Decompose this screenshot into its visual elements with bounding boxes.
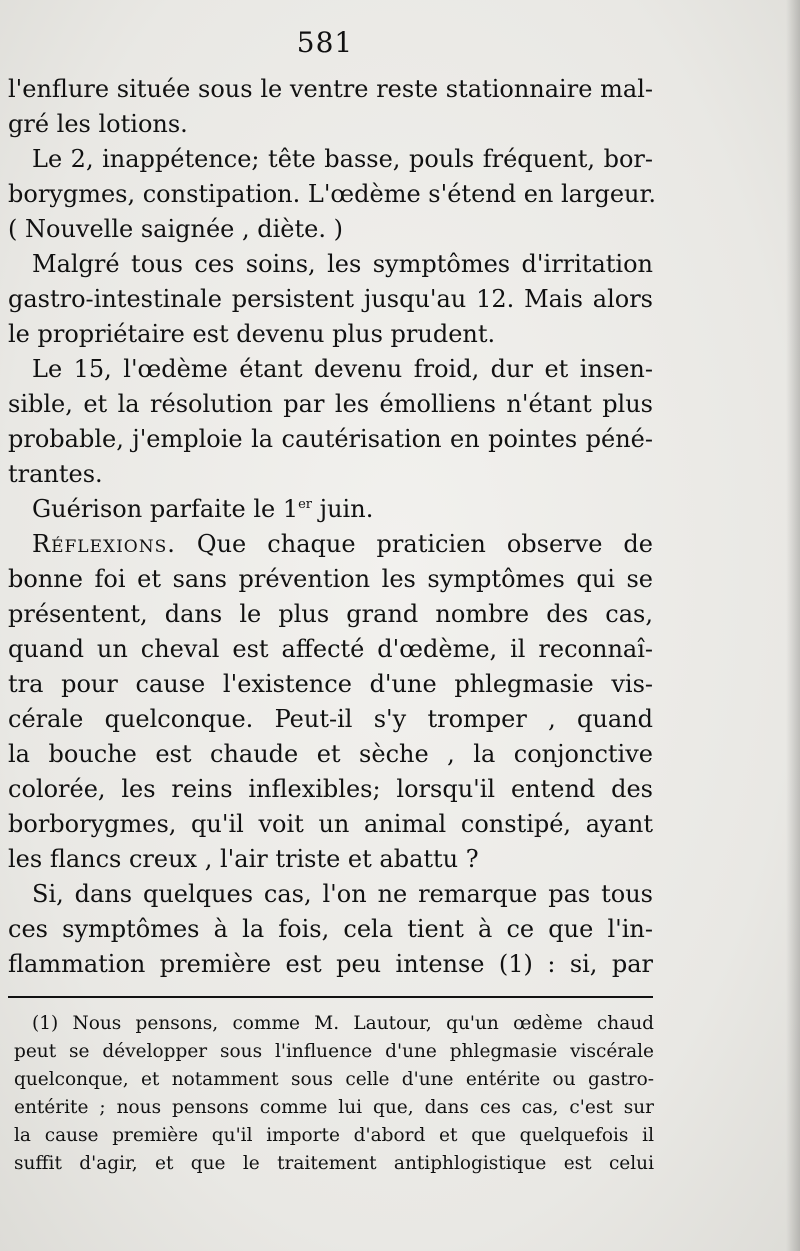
text-span: Malgré tous ces soins, les symptômes d'irritation	[32, 250, 653, 278]
text-line	[8, 527, 653, 562]
text-line	[8, 107, 653, 142]
text-span: ces symptômes à la fois, cela tient à ce que l'in-	[8, 915, 653, 943]
text-line	[8, 842, 653, 877]
text-line	[8, 142, 653, 177]
text-span: gré les lotions.	[8, 110, 188, 138]
text-line	[8, 72, 653, 107]
text-span: cérale quelconque. Peut-il s'y tromper , quand	[8, 705, 653, 733]
text-span: Le 2, inappétence; tête basse, pouls fréquent, bor-	[32, 145, 653, 173]
main-text	[8, 72, 656, 982]
text-line	[8, 177, 656, 212]
text-span: l'enflure située sous le ventre reste stationnaire mal-	[8, 75, 653, 103]
section-heading: Réflexions.	[32, 530, 176, 558]
text-span: borygmes, constipation. L'œdème s'étend en largeur.	[8, 180, 656, 208]
text-span: Guérison parfaite le 1	[32, 495, 299, 523]
text-span: flammation première est peu intense (1) : si, par	[8, 950, 653, 978]
footnote-separator-rule	[8, 996, 653, 998]
footnote-line: (1) Nous pensons, comme M. Lautour, qu'un œdème chaud	[32, 1013, 654, 1034]
text-span: Si, dans quelques cas, l'on ne remarque pas tous	[32, 880, 653, 908]
text-line	[8, 667, 653, 702]
text-span: ( Nouvelle saignée , diète. )	[8, 215, 343, 243]
text-line	[8, 597, 653, 632]
text-span: le propriétaire est devenu plus prudent.	[8, 320, 496, 348]
text-span: tra pour cause l'existence d'une phlegmasie vis-	[8, 670, 653, 698]
text-line	[8, 877, 653, 912]
text-line	[8, 562, 653, 597]
page-number: 581	[296, 26, 354, 59]
text-line	[8, 317, 653, 352]
text-span: Que chaque praticien observe de	[175, 530, 653, 558]
text-line	[8, 492, 653, 527]
text-span: les flancs creux , l'air triste et abattu ?	[8, 845, 479, 873]
text-span: gastro-intestinale persistent jusqu'au 12. Mais alors	[8, 285, 653, 313]
footnote-line: suffit d'agir, et que le traitement antiphlogistique est celui	[14, 1153, 654, 1174]
text-line	[8, 772, 653, 807]
text-line	[8, 912, 653, 947]
text-line	[8, 247, 653, 282]
text-span: la bouche est chaude et sèche , la conjonctive	[8, 740, 653, 768]
text-line	[8, 632, 653, 667]
footnote	[14, 1010, 654, 1178]
text-span: borborygmes, qu'il voit un animal constipé, ayant	[8, 810, 653, 838]
text-line	[8, 737, 653, 772]
footnote-line: peut se développer sous l'influence d'une phlegmasie viscérale	[14, 1041, 654, 1062]
text-line	[8, 282, 653, 317]
text-line	[8, 457, 653, 492]
text-line	[8, 702, 653, 737]
footnote-line: la cause première qu'il importe d'abord et que quelquefois il	[14, 1125, 654, 1146]
page-edge-shadow	[786, 0, 800, 1251]
text-line	[8, 387, 653, 422]
text-span: bonne foi et sans prévention les symptômes qui se	[8, 565, 653, 593]
text-line	[8, 352, 653, 387]
text-line	[8, 807, 653, 842]
text-span: quand un cheval est affecté d'œdème, il reconnaî-	[8, 635, 653, 663]
superscript: er	[298, 497, 313, 512]
footnote-line: entérite ; nous pensons comme lui que, dans ces cas, c'est sur	[14, 1097, 654, 1118]
text-span: présentent, dans le plus grand nombre des cas,	[8, 600, 653, 628]
footnote-line: quelconque, et notamment sous celle d'une entérite ou gastro-	[14, 1069, 654, 1090]
text-span: juin.	[312, 495, 374, 523]
text-span: Le 15, l'œdème étant devenu froid, dur et insen-	[32, 355, 653, 383]
text-span: colorée, les reins inflexibles; lorsqu'il entend des	[8, 775, 653, 803]
text-span: probable, j'emploie la cautérisation en pointes péné-	[8, 425, 653, 453]
text-span: sible, et la résolution par les émolliens n'étant plus	[8, 390, 653, 418]
text-line	[8, 947, 653, 982]
text-line	[8, 212, 653, 247]
text-line	[8, 422, 653, 457]
text-span: trantes.	[8, 460, 103, 488]
